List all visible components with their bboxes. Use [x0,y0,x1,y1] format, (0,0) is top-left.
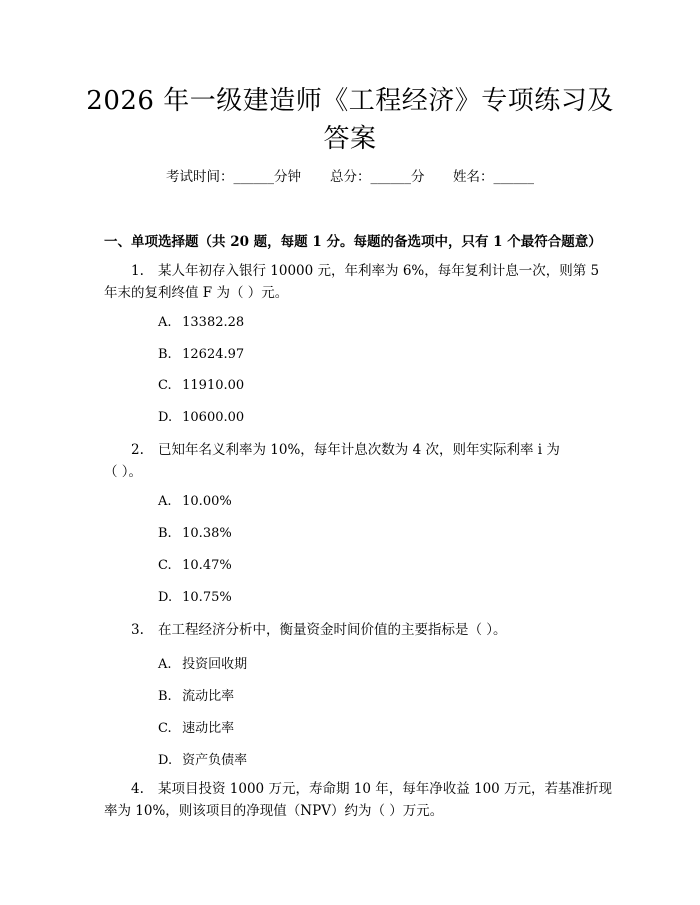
option-text: 流动比率 [182,689,235,704]
option-b [158,526,232,541]
question-text-line-1: 某人年初存入银行 10000 元，年利率为 6%，每年复利计息一次，则第 5 [158,263,600,279]
name-field: 姓名：______ [453,169,534,185]
option-letter: C. [158,558,172,573]
question-text-line-1: 在工程经济分析中，衡量资金时间价值的主要指标是（ ）。 [158,622,507,638]
option-letter: C. [158,721,172,736]
option-d [158,749,247,768]
document-title [60,82,640,158]
exam-time-field: 考试时间：______分钟 [166,169,301,185]
option-letter: D. [158,410,173,425]
question-number: 1. [131,263,144,279]
option-a [158,653,247,672]
option-letter: A. [158,315,172,330]
option-text: 12624.97 [182,347,245,362]
question-number: 2. [131,442,144,458]
question-text-line-1: 已知年名义利率为 10%，每年计息次数为 4 次，则年实际利率 i 为 [158,442,560,458]
option-text: 投资回收期 [182,657,248,672]
option-text: 13382.28 [182,315,245,330]
option-a [158,315,244,330]
title-line-1: 2026 年一级建造师《工程经济》专项练习及 [86,86,614,116]
option-letter: D. [158,753,173,768]
option-letter: C. [158,378,172,393]
option-d [158,590,232,605]
option-letter: B. [158,347,172,362]
question-text-line-1: 某项目投资 1000 万元，寿命期 10 年，每年净收益 100 万元，若基准折现 [158,781,613,797]
question-text-line-2: （ ）。 [104,464,143,480]
option-text: 11910.00 [182,378,245,393]
option-text: 10.00% [182,494,232,509]
option-a [158,494,232,509]
option-letter: B. [158,689,172,704]
option-c [158,558,232,573]
option-d [158,410,244,425]
title-line-2: 答案 [323,124,377,154]
option-b [158,685,234,704]
option-letter: B. [158,526,172,541]
option-text: 10.47% [182,558,232,573]
option-text: 速动比率 [182,721,235,736]
option-text: 10600.00 [182,410,245,425]
option-b [158,347,244,362]
option-c [158,717,234,736]
question-text-line-2: 率为 10%，则该项目的净现值（NPV）约为（ ）万元。 [104,803,444,819]
option-letter: A. [158,494,172,509]
option-c [158,378,244,393]
section-heading: 一、单项选择题（共 20 题，每题 1 分。每题的备选项中，只有 1 个最符合题意） [104,234,602,250]
question-number: 4. [131,781,144,797]
option-text: 10.38% [182,526,232,541]
question-text-line-2: 年末的复利终值 F 为（ ）元。 [104,285,289,301]
option-letter: D. [158,590,173,605]
option-text: 10.75% [182,590,232,605]
option-letter: A. [158,657,172,672]
question-number: 3. [131,622,144,638]
total-score-field: 总分：______分 [330,169,425,185]
option-text: 资产负债率 [182,753,248,768]
